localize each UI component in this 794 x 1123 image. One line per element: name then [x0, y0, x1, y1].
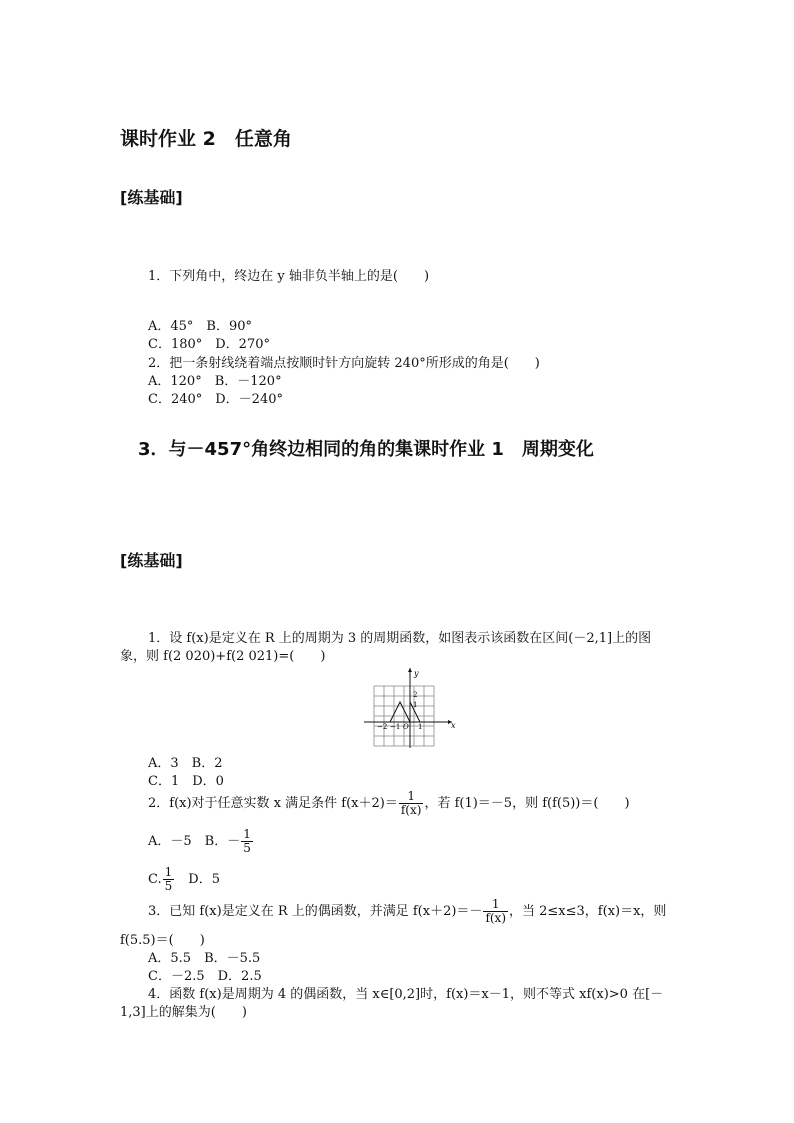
q2-option-c-label: C.: [148, 872, 162, 887]
p2-q3-options-ab: A．5.5 B．－5.5: [148, 951, 261, 966]
x-tick-minus2: −2: [377, 723, 388, 731]
q2-option-c-den: 5: [164, 879, 173, 893]
q3-fraction: [483, 898, 508, 925]
x-tick-minus1: −1: [390, 723, 401, 731]
graph-grid: [374, 686, 434, 746]
q3-frac-denominator: f(x): [485, 911, 507, 925]
p2-question-2: [148, 790, 630, 817]
p2-q3-options-cd: C．－2.5 D．2.5: [148, 969, 262, 984]
q3-text-after: ，当 2≤x≤3，f(x)＝x，则: [509, 904, 667, 919]
q2-option-c-fraction: [163, 866, 175, 893]
p2-q1-options-ab: A．3 B．2: [148, 756, 223, 771]
y-tick-1: 1: [413, 701, 418, 709]
origin-label: O: [403, 723, 409, 731]
q2-option-a: A．－5 B．－: [148, 834, 241, 849]
p2-question-3: [148, 898, 666, 925]
p2-question-4-line1: 4．函数 f(x)是周期为 4 的偶函数，当 x∈[0,2]时，f(x)＝x－1，则不等式 xf(x)>0 在[－: [148, 987, 664, 1002]
y-tick-2: 2: [413, 691, 418, 699]
p2-question-1-line2: 象，则 f(2 020)+f(2 021)=( ): [120, 649, 326, 664]
p2-question-3-line2: f(5.5)＝( ): [120, 933, 205, 948]
y-axis-label: y: [414, 669, 419, 678]
q1-options-cd: C．180° D．270°: [148, 337, 270, 352]
question-2: 2．把一条射线绕着端点按顺时针方向旋转 240°所形成的角是( ): [148, 356, 540, 371]
q2-fraction: [399, 790, 424, 817]
heading-2: 3．与－457°角终边相同的角的集课时作业 1 周期变化: [138, 439, 594, 460]
q2-option-b-num: 1: [243, 827, 251, 841]
q2-options-cd: C．240° D．－240°: [148, 392, 283, 407]
q2-frac-numerator: 1: [399, 790, 424, 804]
q2-text-before: 2．f(x)对于任意实数 x 满足条件 f(x＋2)＝: [148, 796, 398, 811]
p2-q1-options-cd: C．1 D．0: [148, 774, 224, 789]
p2-question-1-line1: 1．设 f(x)是定义在 R 上的周期为 3 的周期函数，如图表示该函数在区间(－2,1]上的图: [148, 631, 652, 646]
q2-frac-denominator: f(x): [400, 803, 422, 817]
section-label: [练基础]: [120, 188, 183, 207]
q3-text-before: 3．已知 f(x)是定义在 R 上的偶函数，并满足 f(x＋2)＝－: [148, 904, 483, 919]
q2-option-b-den: 5: [243, 841, 251, 855]
p2-question-4-line2: 1,3]上的解集为( ): [120, 1005, 247, 1020]
page-title: 课时作业 2 任意角: [120, 128, 292, 150]
q3-frac-numerator: 1: [483, 898, 508, 912]
q2-option-c-num: 1: [164, 865, 173, 879]
section-label-2: [练基础]: [120, 551, 183, 570]
x-tick-1: 1: [418, 723, 423, 731]
function-graph: [360, 664, 460, 750]
question-1: 1．下列角中，终边在 y 轴非负半轴上的是( ): [148, 269, 430, 284]
q2-text-after: ，若 f(1)＝－5，则 f(f(5))＝( ): [424, 796, 630, 811]
p2-q2-options-cd: [148, 866, 220, 893]
q1-options-ab: A．45° B．90°: [148, 319, 253, 334]
q2-option-d: D．5: [175, 872, 220, 887]
x-axis-label: x: [451, 721, 456, 730]
q2-options-ab: A．120° B．－120°: [148, 374, 282, 389]
q2-option-b-fraction: [241, 828, 253, 855]
p2-q2-options-ab: [148, 828, 254, 855]
